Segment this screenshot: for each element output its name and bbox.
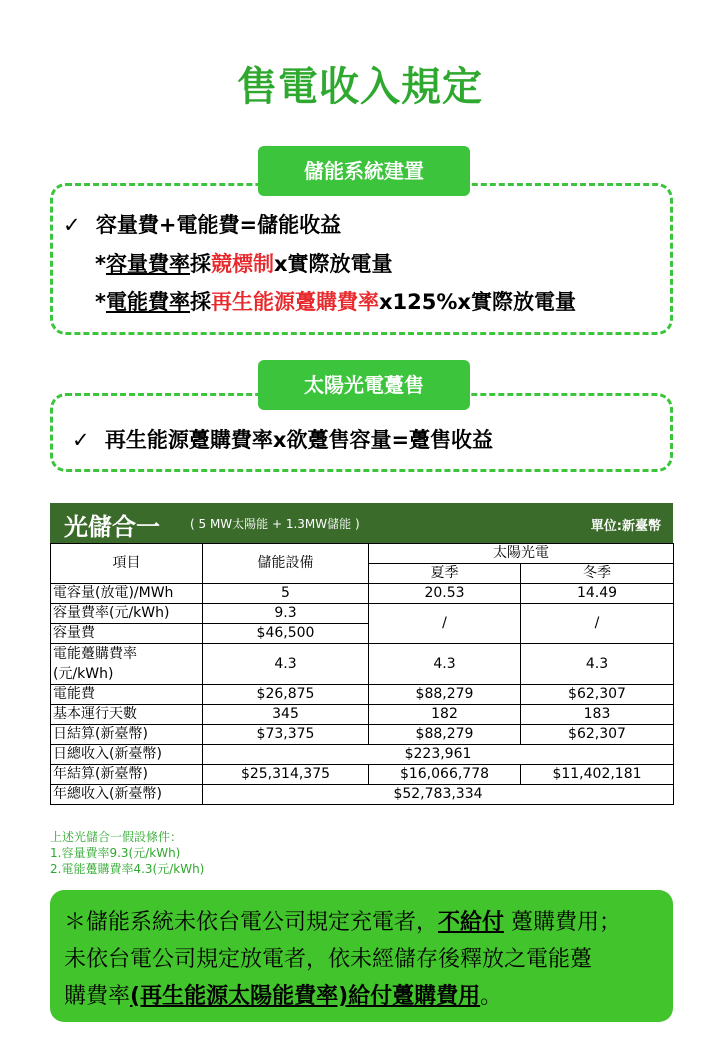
bidding-text: 競標制 (210, 252, 274, 276)
page-title: 售電收入規定 (237, 64, 483, 110)
table-row: 年結算(新臺幣) $25,314,375 $16,066,778 $11,402,181 (51, 765, 674, 785)
table-heading: 光儲合一 (64, 513, 160, 541)
storage-line-2: *容量費率採競標制x實際放電量 (95, 252, 393, 276)
storage-pill: 儲能系統建置 (258, 146, 470, 196)
check-icon: ✓ (63, 213, 81, 237)
table-row: 容量費 $46,500 (51, 624, 674, 644)
table-row: 容量費率(元/kWh) 9.3 / / (51, 604, 674, 624)
solar-pill: 太陽光電躉售 (258, 360, 470, 410)
storage-line-3: *電能費率採再生能源躉購費率x125%x實際放電量 (95, 290, 576, 314)
col-item-header: 項目 (51, 544, 203, 584)
col-summer-header: 夏季 (369, 564, 521, 584)
table-row: 電能費 $26,875 $88,279 $62,307 (51, 685, 674, 705)
table-unit: 單位:新臺幣 (590, 519, 661, 534)
revenue-table (50, 543, 674, 805)
table-row: 基本運行天數 345 182 183 (51, 705, 674, 725)
solar-line: ✓ 再生能源躉購費率x欲躉售容量=躉售收益 (72, 428, 494, 452)
col-storage-header: 儲能設備 (203, 544, 369, 584)
table-row: 日總收入(新臺幣) $223,961 (51, 745, 674, 765)
table-row: 電容量(放電)/MWh 5 20.53 14.49 (51, 584, 674, 604)
storage-line-1 (63, 209, 341, 239)
assumption-notes: 上述光儲合一假設條件： 1.容量費率9.3(元/kWh) 2.電能躉購費率4.3(元/kWh) (50, 830, 205, 876)
storage-formula: 容量費+電能費=儲能收益 (95, 213, 342, 237)
table-subheading: ( 5 MW太陽能 + 1.3MW儲能 ) (190, 517, 360, 531)
table-row: 年總收入(新臺幣) $52,783,334 (51, 785, 674, 805)
table-row (51, 544, 674, 564)
check-icon: ✓ (72, 428, 90, 452)
table-row: 日結算(新臺幣) $73,375 $88,279 $62,307 (51, 725, 674, 745)
table-row: 電能躉購費率 (元/kWh) 4.3 4.3 4.3 (51, 644, 674, 685)
col-solar-header: 太陽光電 (369, 544, 674, 564)
col-winter-header: 冬季 (521, 564, 674, 584)
table-header-bar (50, 503, 673, 543)
feed-in-rate-text: 再生能源躉購費率 (210, 290, 379, 314)
payment-rule-box: ＊儲能系統未依台電公司規定充電者，不給付 躉購費用； 未依台電公司規定放電者，依未經儲存後釋放之電能躉 購費率(再生能源太陽能費率)給付躉購費用。 (50, 890, 673, 1022)
